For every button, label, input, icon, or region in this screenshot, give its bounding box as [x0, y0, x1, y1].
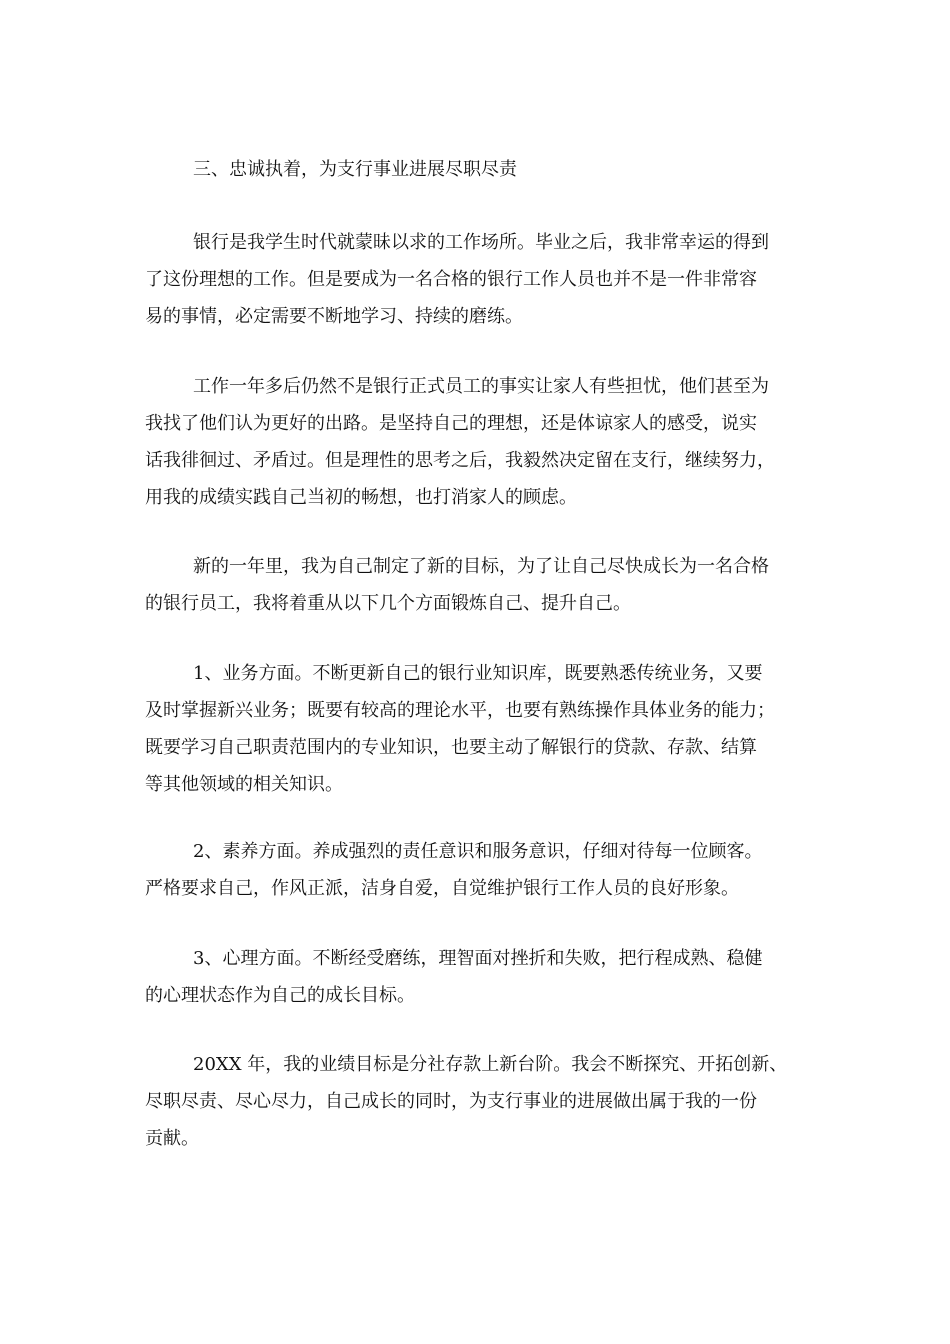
paragraph-line: 话我徘徊过、矛盾过。但是理性的思考之后，我毅然决定留在支行，继续努力， [145, 450, 775, 471]
paragraph-line: 1、业务方面。不断更新自己的银行业知识库，既要熟悉传统业务，又要 [193, 663, 763, 684]
paragraph-line: 尽职尽责、尽心尽力，自己成长的同时，为支行事业的进展做出属于我的一份 [145, 1091, 757, 1112]
paragraph-5 [145, 833, 825, 907]
paragraph-line: 银行是我学生时代就蒙昧以求的工作场所。毕业之后，我非常幸运的得到 [193, 232, 769, 253]
paragraph-1 [145, 224, 825, 335]
paragraph-line: 用我的成绩实践自己当初的畅想，也打消家人的顾虑。 [145, 487, 577, 508]
paragraph-line: 20XX 年，我的业绩目标是分社存款上新台阶。我会不断探究、开拓创新、 [193, 1054, 788, 1075]
paragraph-line: 贡献。 [145, 1128, 199, 1149]
paragraph-line: 了这份理想的工作。但是要成为一名合格的银行工作人员也并不是一件非常容 [145, 269, 757, 290]
paragraph-line: 的心理状态作为自己的成长目标。 [145, 985, 415, 1006]
paragraph-7 [145, 1046, 825, 1157]
paragraph-2 [145, 368, 825, 516]
paragraph-6 [145, 940, 825, 1014]
paragraph-line: 的银行员工，我将着重从以下几个方面锻炼自己、提升自己。 [145, 593, 631, 614]
paragraph-line: 既要学习自己职责范围内的专业知识，也要主动了解银行的贷款、存款、结算 [145, 737, 757, 758]
paragraph-line: 及时掌握新兴业务；既要有较高的理论水平，也要有熟练操作具体业务的能力； [145, 700, 775, 721]
paragraph-line: 易的事情，必定需要不断地学习、持续的磨练。 [145, 306, 523, 327]
paragraph-line: 3、心理方面。不断经受磨练，理智面对挫折和失败，把行程成熟、稳健 [193, 948, 763, 969]
section-heading: 三、忠诚执着，为支行事业进展尽职尽责 [193, 159, 517, 180]
paragraph-line: 新的一年里，我为自己制定了新的目标，为了让自己尽快成长为一名合格 [193, 556, 769, 577]
paragraph-4 [145, 655, 825, 803]
paragraph-line: 工作一年多后仍然不是银行正式员工的事实让家人有些担忧，他们甚至为 [193, 376, 769, 397]
paragraph-3 [145, 548, 825, 622]
paragraph-line: 2、素养方面。养成强烈的责任意识和服务意识，仔细对待每一位顾客。 [193, 841, 763, 862]
paragraph-line: 严格要求自己，作风正派，洁身自爱，自觉维护银行工作人员的良好形象。 [145, 878, 739, 899]
paragraph-line: 等其他领域的相关知识。 [145, 774, 343, 795]
paragraph-line: 我找了他们认为更好的出路。是坚持自己的理想，还是体谅家人的感受，说实 [145, 413, 757, 434]
